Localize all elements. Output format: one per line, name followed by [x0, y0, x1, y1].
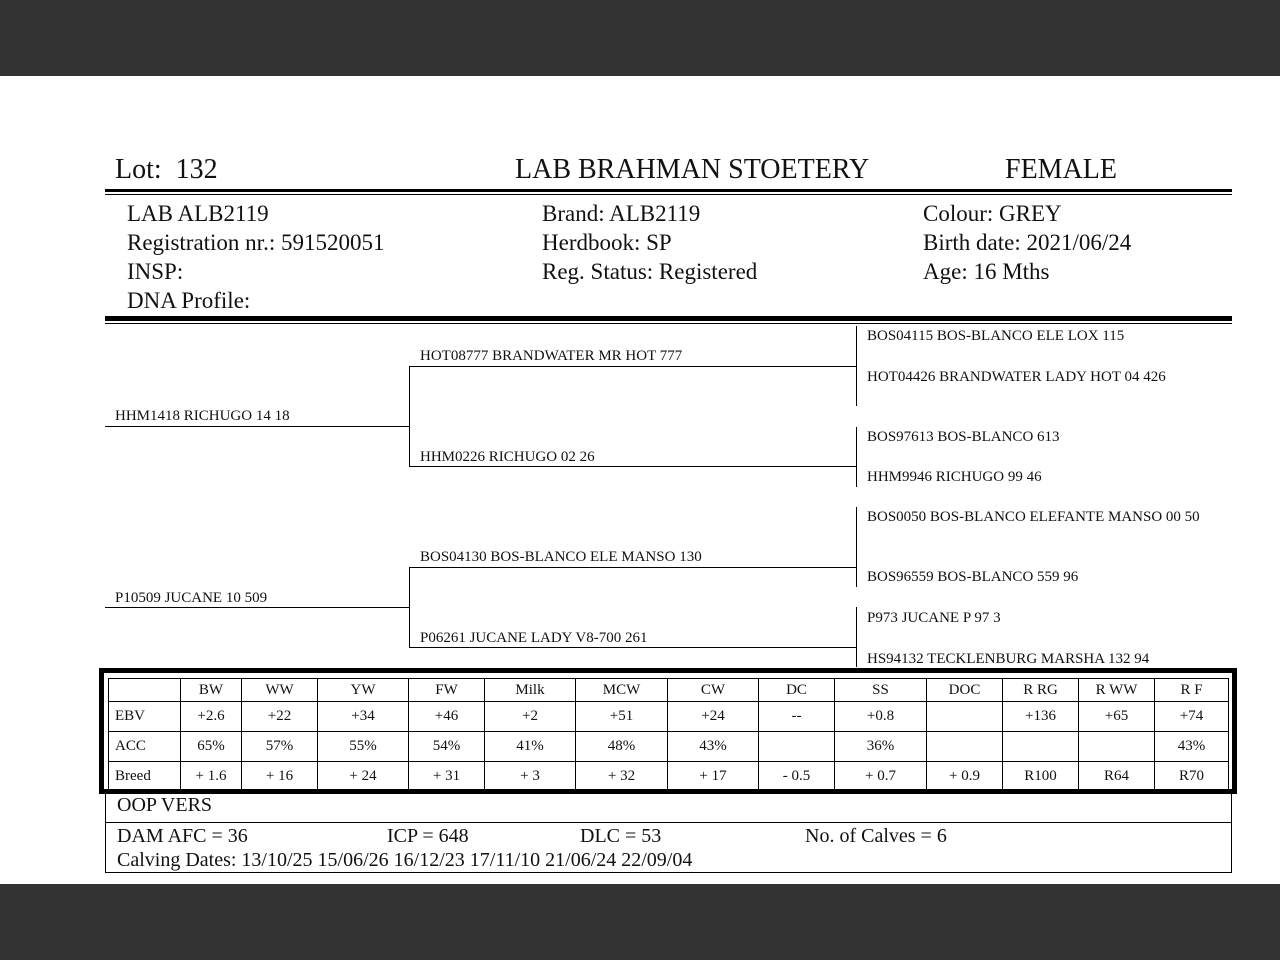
ebv-cell: +22 — [242, 702, 318, 732]
pedigree-bracket-ss — [856, 326, 857, 406]
ebv-row-label: ACC — [109, 732, 181, 762]
ebv-row-acc — [109, 732, 1229, 762]
ebv-row-label: EBV — [109, 702, 181, 732]
ebv-cell: +46 — [409, 702, 485, 732]
ebv-cell — [759, 732, 835, 762]
ebv-cell: 36% — [835, 732, 927, 762]
ebv-header-cell: DC — [759, 679, 835, 702]
ebv-cell: + 32 — [576, 762, 668, 792]
ebv-cell: 48% — [576, 732, 668, 762]
pedigree-dam: P10509 JUCANE 10 509 — [115, 590, 268, 606]
pedigree-line-dam — [105, 607, 409, 608]
bottom-dark-band — [0, 884, 1280, 960]
ebv-header-cell: CW — [668, 679, 759, 702]
pedigree-ggp-6: BOS96559 BOS-BLANCO 559 96 — [867, 569, 1079, 585]
dam-afc: DAM AFC = 36 — [117, 825, 248, 847]
icp: ICP = 648 — [387, 825, 469, 847]
ebv-cell: 55% — [318, 732, 409, 762]
ebv-cell: 41% — [485, 732, 576, 762]
breeder-name: LAB BRAHMAN STOETERY — [515, 154, 870, 185]
ebv-cell: 54% — [409, 732, 485, 762]
ebv-header-cell: DOC — [927, 679, 1003, 702]
colour: Colour: GREY — [923, 201, 1062, 226]
ebv-cell: +24 — [668, 702, 759, 732]
ebv-header-cell: SS — [835, 679, 927, 702]
pedigree-bracket-dd — [856, 607, 857, 667]
pedigree-ggp-3: BOS97613 BOS-BLANCO 613 — [867, 429, 1060, 445]
pedigree-sire-sire: HOT08777 BRANDWATER MR HOT 777 — [420, 348, 683, 364]
animal-name: LAB ALB2119 — [127, 201, 269, 226]
pedigree-ggp-4: HHM9946 RICHUGO 99 46 — [867, 469, 1042, 485]
ebv-cell: 65% — [181, 732, 242, 762]
ebv-cell: + 17 — [668, 762, 759, 792]
pedigree-ggp-7: P973 JUCANE P 97 3 — [867, 610, 1001, 626]
ebv-table — [108, 678, 1229, 792]
ebv-cell — [1079, 732, 1155, 762]
ebv-cell: + 1.6 — [181, 762, 242, 792]
pedigree-ggp-5: BOS0050 BOS-BLANCO ELEFANTE MANSO 00 50 — [867, 509, 1200, 525]
ebv-cell: +2 — [485, 702, 576, 732]
ebv-cell: +0.8 — [835, 702, 927, 732]
lot-number: 132 — [175, 154, 218, 185]
pedigree-line-ss — [409, 366, 856, 367]
header-rule-top — [105, 189, 1232, 192]
pedigree-ggp-1: BOS04115 BOS-BLANCO ELE LOX 115 — [867, 328, 1125, 344]
ebv-header-cell: R WW — [1079, 679, 1155, 702]
ebv-cell — [1003, 732, 1079, 762]
brand: Brand: ALB2119 — [542, 201, 701, 226]
reg-status: Reg. Status: Registered — [542, 259, 758, 284]
ebv-cell — [927, 732, 1003, 762]
calves-count: No. of Calves = 6 — [805, 825, 947, 847]
ebv-cell: +136 — [1003, 702, 1079, 732]
ebv-cell: + 0.9 — [927, 762, 1003, 792]
ebv-cell: R100 — [1003, 762, 1079, 792]
pedigree-line-ds — [409, 567, 856, 568]
ebv-cell: -- — [759, 702, 835, 732]
dna-profile: DNA Profile: — [127, 288, 251, 313]
pedigree-sire-dam: HHM0226 RICHUGO 02 26 — [420, 449, 595, 465]
pedigree-line-sire — [105, 426, 409, 427]
pedigree-bracket-ds — [856, 507, 857, 587]
ebv-cell: +74 — [1155, 702, 1229, 732]
ebv-row-label: Breed — [109, 762, 181, 792]
ebv-header-cell: R F — [1155, 679, 1229, 702]
herdbook: Herdbook: SP — [542, 230, 672, 255]
lot-label-text: Lot: — [115, 154, 162, 185]
header-rule-bottom — [105, 316, 1232, 321]
ebv-cell: - 0.5 — [759, 762, 835, 792]
ebv-cell: +51 — [576, 702, 668, 732]
pedigree-ggp-2: HOT04426 BRANDWATER LADY HOT 04 426 — [867, 369, 1166, 385]
lot-label — [115, 154, 218, 186]
ebv-cell — [927, 702, 1003, 732]
top-dark-band — [0, 0, 1280, 76]
header-rule-top-thin — [105, 194, 1232, 195]
ebv-table-box — [99, 668, 1237, 794]
animal-info-col1 — [127, 199, 384, 315]
ebv-header-cell: R RG — [1003, 679, 1079, 702]
footer-divider — [106, 822, 1231, 823]
pedigree-sire: HHM1418 RICHUGO 14 18 — [115, 408, 290, 424]
pedigree-line-dd — [409, 647, 856, 648]
ebv-cell: 57% — [242, 732, 318, 762]
registration-number: Registration nr.: 591520051 — [127, 230, 385, 255]
pedigree-dam-sire: BOS04130 BOS-BLANCO ELE MANSO 130 — [420, 549, 702, 565]
ebv-header-cell: Milk — [485, 679, 576, 702]
ebv-header-cell: YW — [318, 679, 409, 702]
insp-label: INSP: — [127, 259, 184, 284]
ebv-header-cell: FW — [409, 679, 485, 702]
ebv-cell: + 0.7 — [835, 762, 927, 792]
ebv-cell: + 24 — [318, 762, 409, 792]
ebv-cell: + 31 — [409, 762, 485, 792]
age: Age: 16 Mths — [923, 259, 1050, 284]
ebv-header-cell: WW — [242, 679, 318, 702]
pedigree-dam-dam: P06261 JUCANE LADY V8-700 261 — [420, 630, 648, 646]
pedigree-ggp-8: HS94132 TECKLENBURG MARSHA 132 94 — [867, 651, 1150, 667]
ebv-cell: + 3 — [485, 762, 576, 792]
ebv-cell: +2.6 — [181, 702, 242, 732]
ebv-cell: + 16 — [242, 762, 318, 792]
ebv-header-row — [109, 679, 1229, 702]
ebv-cell: +34 — [318, 702, 409, 732]
pedigree-bracket-sire — [409, 366, 410, 466]
ebv-header-cell: BW — [181, 679, 242, 702]
pedigree-bracket-dam — [409, 567, 410, 647]
ebv-cell: 43% — [668, 732, 759, 762]
ebv-row-breed — [109, 762, 1229, 792]
ebv-cell: +65 — [1079, 702, 1155, 732]
ebv-cell: R64 — [1079, 762, 1155, 792]
birth-date: Birth date: 2021/06/24 — [923, 230, 1132, 255]
pedigree-bracket-sd — [856, 427, 857, 487]
status-text: OOP VERS — [117, 794, 213, 816]
ebv-row-ebv — [109, 702, 1229, 732]
header-rule-bottom-thin — [105, 323, 1232, 324]
sex-label: FEMALE — [1005, 154, 1117, 185]
pedigree-line-sd — [409, 466, 856, 467]
ebv-header-cell: MCW — [576, 679, 668, 702]
ebv-cell: R70 — [1155, 762, 1229, 792]
animal-info-col2 — [542, 199, 757, 286]
ebv-header-cell — [109, 679, 181, 702]
animal-info-col3 — [923, 199, 1131, 286]
calving-dates: Calving Dates: 13/10/25 15/06/26 16/12/23 17/11/10 21/06/24 22/09/04 — [117, 849, 693, 871]
ebv-cell: 43% — [1155, 732, 1229, 762]
dlc: DLC = 53 — [580, 825, 662, 847]
footer-box — [105, 792, 1232, 873]
